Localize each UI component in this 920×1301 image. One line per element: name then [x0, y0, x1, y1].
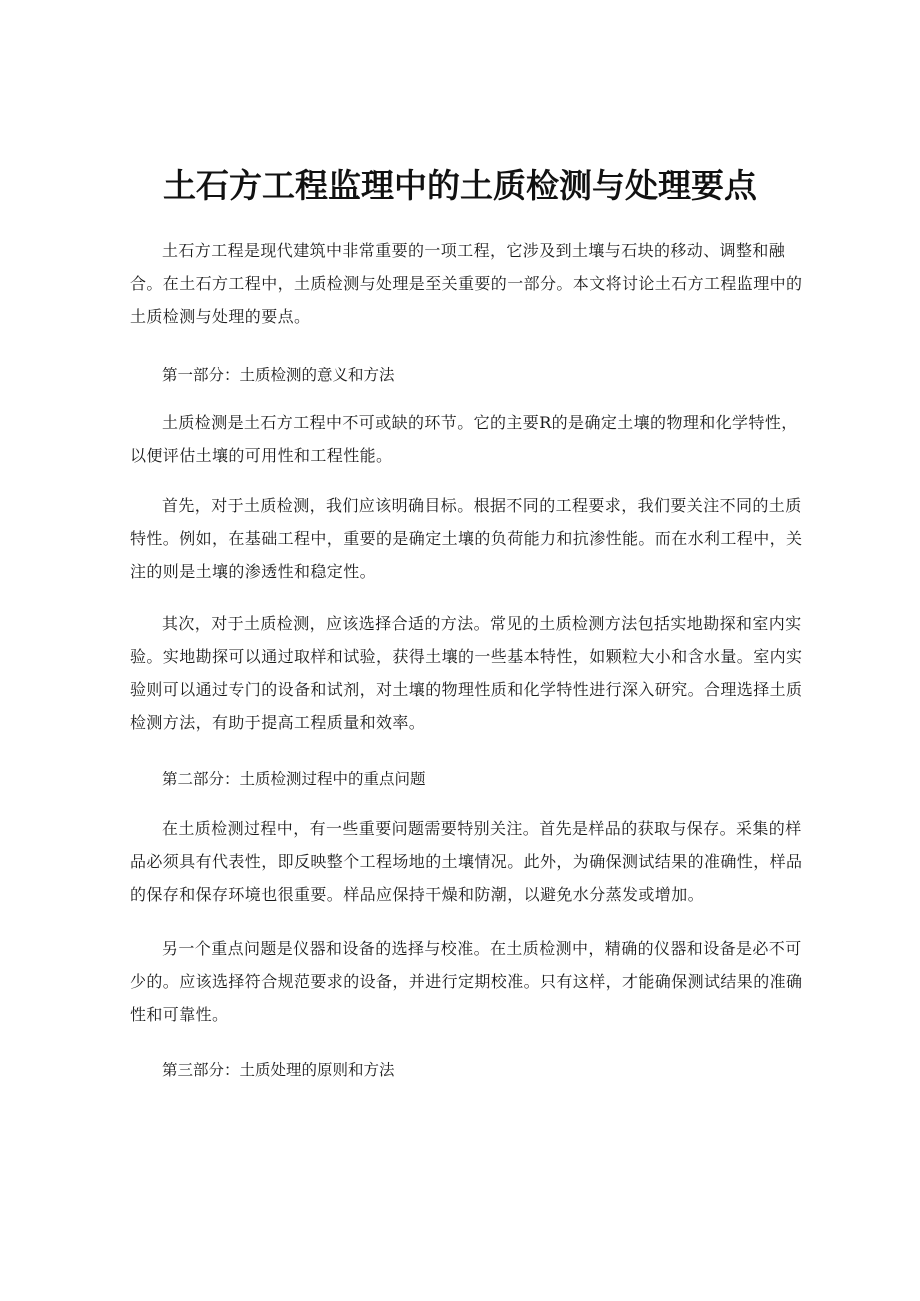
paragraph-5: 另一个重点问题是仪器和设备的选择与校准。在土质检测中，精确的仪器和设备是必不可少的。应该选择符合规范要求的设备，并进行定期校准。只有这样，才能确保测试结果的准确性和可靠性。: [130, 939, 803, 1024]
paragraph-4: 在土质检测过程中，有一些重要问题需要特别关注。首先是样品的获取与保存。采集的样品必须具有代表性，即反映整个工程场地的土壤情况。此外，为确保测试结果的准确性，样品的保存和保存环境也很重要。样品应保持干燥和防潮，以避免水分蒸发或增加。: [130, 819, 803, 904]
intro-paragraph: 土石方工程是现代建筑中非常重要的一项工程，它涉及到土壤与石块的移动、调整和融合。在土石方工程中，土质检测与处理是至关重要的一部分。本文将讨论土石方工程监理中的土质检测与处理的要点。: [130, 241, 803, 326]
section-2-heading: 第二部分：土质检测过程中的重点问题: [162, 770, 426, 788]
document-title: 土石方工程监理中的土质检测与处理要点: [163, 166, 757, 205]
paragraph-3: 其次，对于土质检测，应该选择合适的方法。常见的土质检测方法包括实地勘探和室内实验。实地勘探可以通过取样和试验，获得土壤的一些基本特性，如颗粒大小和含水量。室内实验则可以通过专门的设备和试剂，对土壤的物理性质和化学特性进行深入研究。合理选择土质检测方法，有助于提高工程质量和效率。: [130, 614, 803, 732]
section-1-heading: 第一部分：土质检测的意义和方法: [162, 366, 395, 384]
paragraph-1: 土质检测是土石方工程中不可或缺的环节。它的主要R的是确定土壤的物理和化学特性，以便评估土壤的可用性和工程性能。: [130, 413, 798, 465]
paragraph-2: 首先，对于土质检测，我们应该明确目标。根据不同的工程要求，我们要关注不同的土质特性。例如，在基础工程中，重要的是确定土壤的负荷能力和抗渗性能。而在水利工程中，关注的则是土壤的渗透性和稳定性。: [130, 496, 803, 581]
section-3-heading: 第三部分：土质处理的原则和方法: [162, 1061, 395, 1079]
